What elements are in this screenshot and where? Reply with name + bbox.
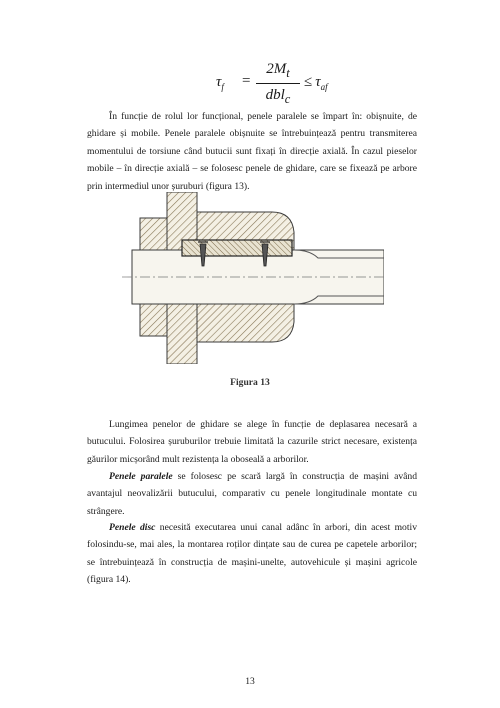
formula-numerator: $2M_t$ — [266, 61, 290, 80]
term-penele-paralele: Penele paralele — [109, 471, 173, 482]
paragraph-disc-keys: Penele disc necesită executarea unui canal adânc în arbori, din acest motiv folosindu-se, mai ales, la montarea roților dințate sau de curea pe capetele arborilor; se întrebuințează în construcția de mașini-unelte, autovehicule și mașini agricole (figura 14). — [87, 522, 417, 586]
figure-caption: Figura 13 — [230, 377, 270, 388]
formula-fraction — [256, 60, 300, 108]
shear-stress-formula — [212, 60, 332, 106]
paragraph-guide-key-length: Lungimea penelor de ghidare se alege în funcție de deplasarea necesară a butucului. Folosirea șuruburilor trebuie limitată la cazurile strict necesare, existența găurilor micșorând mult rezistența la oboseală a arborilor. — [87, 419, 417, 465]
page-number: 13 — [245, 676, 255, 687]
formula-rhs: ≤ $\tau_{af}$ — [304, 74, 328, 92]
fraction-bar — [256, 83, 300, 84]
formula-denominator: dbl$_c$ — [265, 87, 291, 106]
formula-lhs: $\tau_f$ — [216, 74, 224, 92]
paragraph-parallel-keys-usage: Penele paralele se folosesc pe scară largă în construcția de mașini având avantajul neovalizării butucului, comparativ cu penele longitudinale montate cu strângere. — [87, 471, 417, 517]
term-penele-disc: Penele disc — [109, 522, 156, 533]
paragraph-parallel-keys-types: În funcție de rolul lor funcțional, penele paralele se împart în: obișnuite, de ghidare și mobile. Penele paralele obișnuite se întrebuințează pentru transmiterea momentului de torsiune când butucii sunt fixați în direcție axială. În cazul pieselor mobile – în direcție axială – se folosesc penele de ghidare, care se fixează pe arbore prin intermediul unor șuruburi (figura 13). — [87, 111, 417, 192]
formula-equals: = — [242, 73, 251, 89]
guide-key-assembly-drawing — [122, 192, 384, 364]
